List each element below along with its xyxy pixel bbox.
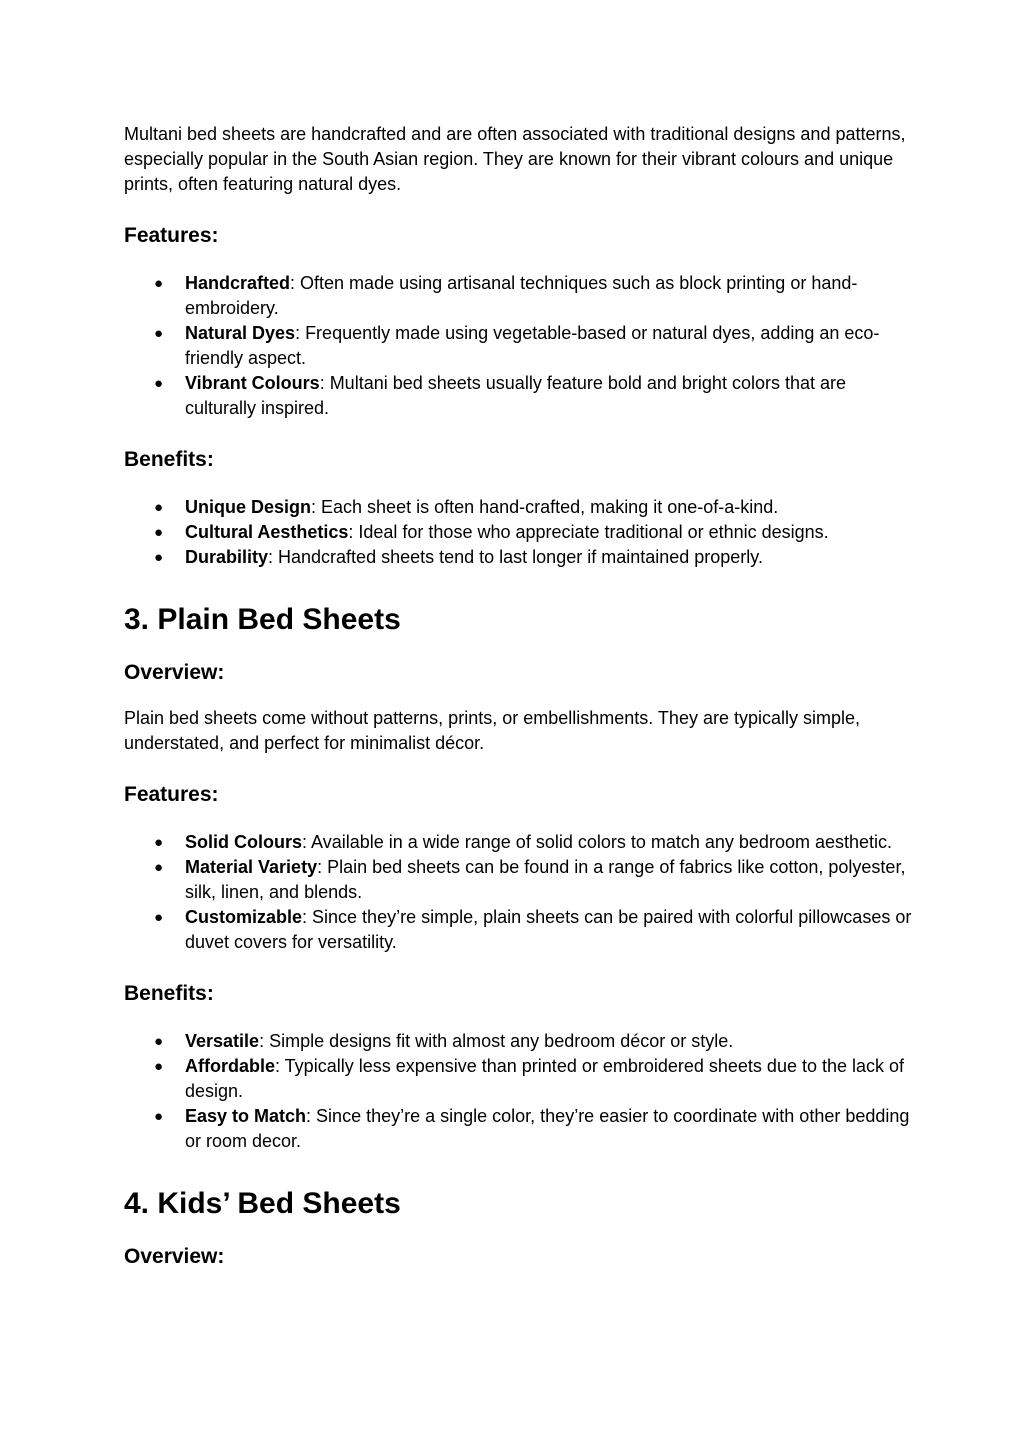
plain-section-title: 3. Plain Bed Sheets	[124, 603, 401, 636]
bullet-icon: ●	[154, 859, 164, 876]
item-text: : Available in a wide range of solid colors to match any bedroom aesthetic.	[302, 832, 893, 852]
item-term: Affordable	[185, 1056, 275, 1076]
item-text: : Simple designs fit with almost any bedroom décor or style.	[259, 1031, 734, 1051]
item-term: Material Variety	[185, 857, 318, 877]
bullet-icon: ●	[154, 1033, 164, 1050]
item-term: Cultural Aesthetics	[185, 522, 349, 542]
bullet-icon: ●	[154, 375, 164, 392]
multani-benefits-heading: Benefits:	[124, 448, 214, 471]
document-page	[124, 122, 914, 1270]
list-item	[124, 520, 914, 545]
item-term: Durability	[185, 547, 269, 567]
item-term: Handcrafted	[185, 273, 291, 293]
item-term: Natural Dyes	[185, 323, 296, 343]
item-text: : Ideal for those who appreciate traditional or ethnic designs.	[348, 522, 829, 542]
multani-features-heading: Features:	[124, 224, 219, 247]
list-item	[124, 905, 914, 955]
plain-benefits-list	[124, 1029, 914, 1154]
item-text: : Frequently made using vegetable-based or natural dyes, adding an eco-friendly aspect.	[185, 323, 880, 368]
item-text: : Handcrafted sheets tend to last longer if maintained properly.	[268, 547, 763, 567]
list-item	[124, 371, 914, 421]
item-text: : Each sheet is often hand-crafted, making it one-of-a-kind.	[311, 497, 779, 517]
kids-section-title: 4. Kids’ Bed Sheets	[124, 1187, 401, 1220]
item-term: Solid Colours	[185, 832, 302, 852]
list-item	[124, 271, 914, 321]
list-item	[124, 1029, 914, 1054]
multani-benefits-list	[124, 495, 914, 570]
list-item	[124, 1104, 914, 1154]
list-item	[124, 855, 914, 905]
plain-overview-paragraph: Plain bed sheets come without patterns, prints, or embellishments. They are typically simple, understated, and perfect for minimalist décor.	[124, 708, 861, 753]
bullet-icon: ●	[154, 909, 164, 926]
list-item	[124, 545, 914, 570]
bullet-icon: ●	[154, 1108, 164, 1125]
item-term: Unique Design	[185, 497, 312, 517]
plain-overview-heading: Overview:	[124, 661, 225, 684]
item-text: : Since they’re simple, plain sheets can be paired with colorful pillowcases or duvet covers for versatility.	[185, 907, 912, 952]
bullet-icon: ●	[154, 325, 164, 342]
bullet-icon: ●	[154, 275, 164, 292]
kids-overview-heading: Overview:	[124, 1245, 225, 1268]
item-term: Versatile	[185, 1031, 260, 1051]
plain-benefits-heading: Benefits:	[124, 982, 214, 1005]
item-term: Easy to Match	[185, 1106, 307, 1126]
item-text: : Multani bed sheets usually feature bold and bright colors that are culturally inspired.	[185, 373, 847, 418]
item-text: : Typically less expensive than printed or embroidered sheets due to the lack of design.	[185, 1056, 905, 1101]
plain-features-list	[124, 830, 914, 955]
item-term: Vibrant Colours	[185, 373, 320, 393]
intro-paragraph: Multani bed sheets are handcrafted and are often associated with traditional designs and patterns, especially popular in the South Asian region. They are known for their vibrant colours and unique prints, often featuring natural dyes.	[124, 124, 906, 194]
plain-features-heading: Features:	[124, 783, 219, 806]
item-term: Customizable	[185, 907, 303, 927]
multani-features-list	[124, 271, 914, 421]
list-item	[124, 495, 914, 520]
bullet-icon: ●	[154, 499, 164, 516]
bullet-icon: ●	[154, 524, 164, 541]
bullet-icon: ●	[154, 1058, 164, 1075]
list-item	[124, 1054, 914, 1104]
list-item	[124, 830, 914, 855]
list-item	[124, 321, 914, 371]
item-text: : Since they’re a single color, they’re easier to coordinate with other bedding or room decor.	[185, 1106, 910, 1151]
item-text: : Plain bed sheets can be found in a range of fabrics like cotton, polyester, silk, linen, and blends.	[185, 857, 906, 902]
bullet-icon: ●	[154, 834, 164, 851]
bullet-icon: ●	[154, 549, 164, 566]
item-text: : Often made using artisanal techniques such as block printing or hand-embroidery.	[185, 273, 858, 318]
